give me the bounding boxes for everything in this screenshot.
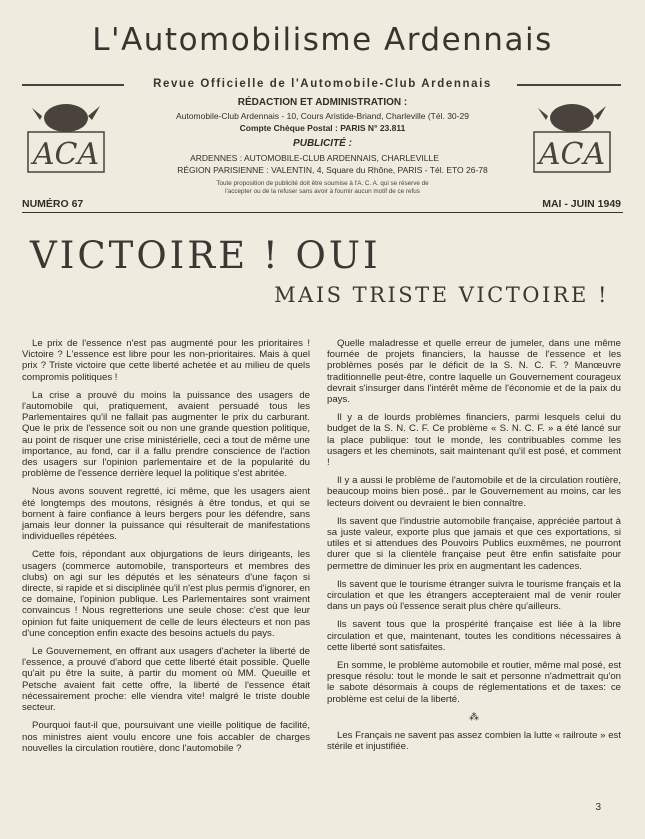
paragraph: Nous avons souvent regretté, ici même, que les usagers aient été longtemps des moutons, résignés à être tondus, et qui se bornent à faire confiance à leurs bergers pour les défendre, sans jamais leur donner la puissance qui résulterait de manifestations individuelles répétées. (22, 486, 310, 543)
paragraph: Ils savent que le tourisme étranger suivra le tourisme français et la circulation et que les étrangers accepteraient mal de venir rouler dans un pays où l'essence serait plus chère qu'ailleurs. (327, 578, 621, 613)
paragraph: Le Gouvernement, en offrant aux usagers d'acheter la liberté de l'essence, a prouvé d'abord que cette liberté était possible. Quelle qu'ait pu être la suite, à partir du moment où MM. Queuille et Petsche avaient fait cette offre, la liberté de l'essence était nécessairement proche: elle viendra vite! malgré le triste double secteur. (22, 646, 310, 714)
svg-text:ACA: ACA (538, 137, 606, 172)
masthead: L'Automobilisme Ardennais (92, 22, 553, 58)
article-column-right (327, 338, 621, 760)
article-column-left (22, 338, 310, 761)
paragraph: Quelle maladresse et quelle erreur de jumeler, dans une même fournée de projets financiers, la hausse de l'essence et les problèmes posés par le déficit de la S. N. C. F. ? Manœuvre traditionnelle peut-être, contre laquelle un Gouvernement courageux devrait s'insurger dans l'intérêt même de l'économie et de la paix du pays. (327, 338, 621, 406)
advertising-notice-2: l'accepter ou de la refuser sans avoir à fournir aucun motif de ce refus (225, 188, 420, 195)
paragraph: Pourquoi faut-il que, poursuivant une vieille politique de facilité, nos ministres aient voulu encore une fois accabler de charges nouvelles la circulation routière, donc l'automobile ? (22, 720, 310, 754)
ardennes-line: ARDENNES : AUTOMOBILE-CLUB ARDENNAIS, CHARLEVILLE (190, 153, 439, 163)
issue-number: NUMÉRO 67 (22, 198, 84, 210)
cheque-account: Compte Chèque Postal : PARIS N° 23.811 (239, 123, 406, 133)
page-number: 3 (595, 802, 601, 813)
issue-date: MAI - JUIN 1949 (542, 198, 621, 210)
publicite-title: PUBLICITÉ : (293, 138, 352, 149)
header-divider (22, 212, 623, 213)
advertising-notice-1: Toute proposition de publicité doit être soumise à l'A. C. A. qui se réserve de (216, 180, 429, 187)
redaction-title: RÉDACTION ET ADMINISTRATION : (237, 97, 408, 108)
article-subheadline: MAIS TRISTE VICTOIRE ! (274, 283, 609, 307)
paragraph: Ils savent tous que la prospérité française est liée à la libre circulation et que, maintenant, toutes les conditions nécessaires à cette liberté sont satisfaites. (327, 619, 621, 653)
paragraph: Le prix de l'essence n'est pas augmenté pour les prioritaires ! Victoire ? L'essence est libre pour les non-prioritaires. Mais à quel prix ? Triste victoire que cette liberté achetée et au milieu de quels compromis politiques ! (22, 338, 310, 383)
paragraph: En somme, le problème automobile et routier, même mal posé, est presque résolu: tout le monde le sait et personne n'admettrait qu'on le sabote désormais à coups de réglementations et de taxes: ce problème est celui de la liberté. (327, 660, 621, 705)
paragraph: La crise a prouvé du moins la puissance des usagers de l'automobile qui, pratiquement, avaient persuadé tous les Parlementaires qu'il ne fallait pas augmenter le prix du carburant. Que le prix de l'essence soit ou non une grande question politique, au point de risquer une crise ministérielle, ceci a tout de même une importance, au fond, car il a fallu prendre conscience de l'action des usagers sur l'opinion parlementaire et de la popularité du problème de l'essence derrière lequel la politique s'est abritée. (22, 389, 310, 480)
paragraph: Il y a de lourds problèmes financiers, parmi lesquels celui du budget de la S. N. C. F. Ce problème « S. N. C. F. » a été lancé sur la place publique: tout le monde, les contribuables comme les usagers et les cheminots, sait maintenant qu'il est posé, et comment ! (327, 412, 621, 469)
section-break: ⁂ (469, 711, 479, 723)
paragraph: Ils savent que l'industrie automobile française, appréciée partout à sa juste valeur, exporte plus que jamais et que ces exportations, si utiles et si attendues des Pouvoirs Publics euxmêmes, ne pourront durer que si la clientèle française peut être enfin satisfaite pour permettre de diminuer les prix en augmentant les cadences. (327, 515, 621, 572)
closing-paragraph: Les Français ne savent pas assez combien la lutte « railroute » est stérile et injustifiée. (327, 730, 621, 753)
article-headline: VICTOIRE ! OUI (30, 234, 381, 277)
svg-text:ACA: ACA (32, 137, 100, 172)
redaction-address: Automobile-Club Ardennais - 10, Cours Aristide-Briand, Charleville (Tél. 30-29 (176, 111, 469, 121)
paris-line: RÉGION PARISIENNE : VALENTIN, 4, Square du Rhône, PARIS - Tél. ETO 26-78 (177, 165, 488, 175)
paragraph: Cette fois, répondant aux objurgations de leurs dirigeants, les usagers (commerce automobile, transporteurs et membres des clubs) on agi sur les députés et les sénateurs d'une façon si directe, si rapide et si disciplinée qu'il n'est plus permis d'ignorer, en ce domaine, l'opinion publique. Les Parlementaires sont vraiment convaincus ! Nous regretterions une seule chose: c'est que leur opinion fut faite uniquement de celle de leurs électeurs et non pas d'une conception enfin exacte des besoins actuels du pays. (22, 549, 310, 639)
subtitle: Revue Officielle de l'Automobile-Club Ardennais (153, 78, 492, 90)
paragraph: Il y a aussi le problème de l'automobile et de la circulation routière, beaucoup moins bien posé.. par le Gouvernement au moins, car les lecteurs doivent ou devraient le bien connaître. (327, 475, 621, 509)
